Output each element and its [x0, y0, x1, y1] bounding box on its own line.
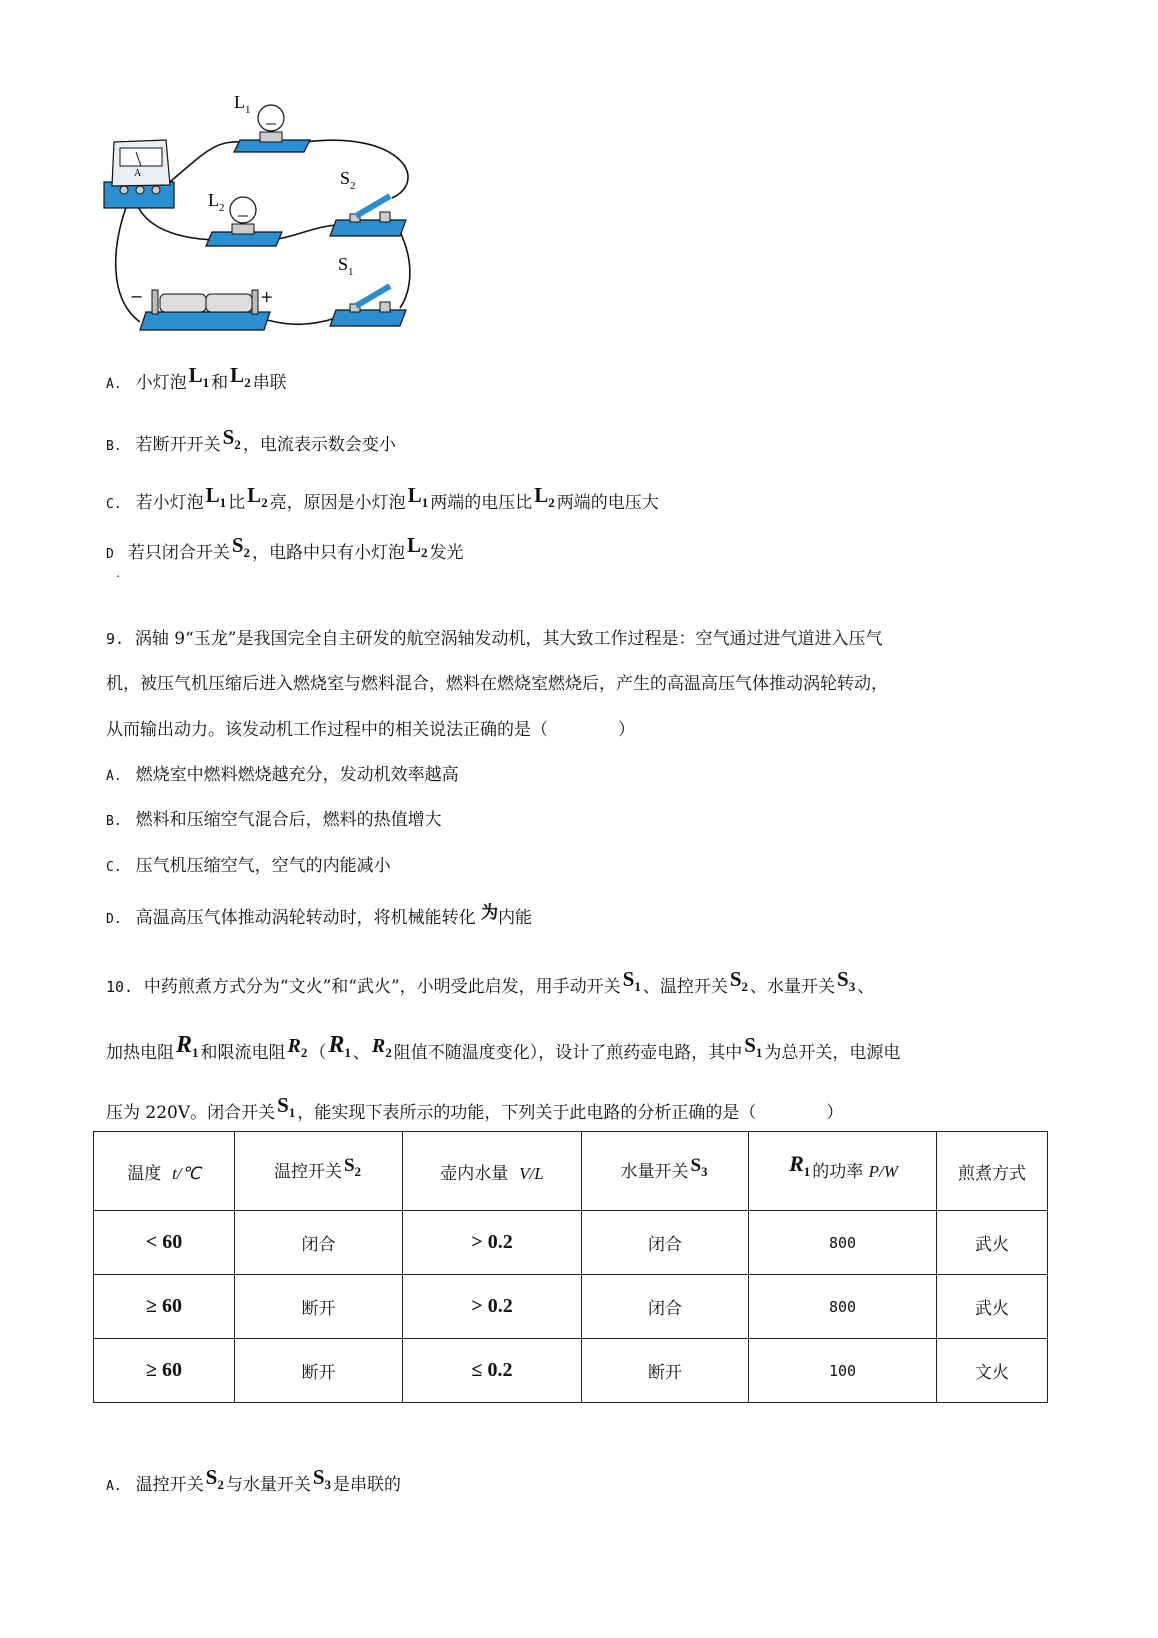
- cell-temp: < 60: [94, 1211, 235, 1275]
- cell-s3: 断开: [582, 1339, 749, 1403]
- q9-option-c[interactable]: C. 压气机压缩空气，空气的内能减小: [106, 856, 391, 876]
- switch-s2-icon: [330, 196, 406, 236]
- q8-option-c[interactable]: C. 若小灯泡$L_1$ 比$L_2$ 亮，原因是小灯泡$L_1$ 两端的电压比$L_2$ 两端的电压大: [106, 483, 659, 513]
- q10-stem-line-2: 加热电阻$R_1$ 和限流电阻 $R_2$ （$R_1$ 、 $R_2$ 阻值不随温度变化），设计了煎药壶电路，其中$S_1$ 为总开关，电源电: [106, 1032, 901, 1063]
- cell-volume: > 0.2: [403, 1275, 582, 1339]
- table-row: [94, 1275, 1048, 1339]
- cell-power: 800: [749, 1211, 937, 1275]
- q10-stem-line-3: 压为 220V。闭合开关$S_1$ ，能实现下表所示的功能，下列关于此电路的分析正确的是（ ）: [106, 1093, 844, 1123]
- stray-dot: .: [116, 566, 120, 580]
- q9-option-d[interactable]: D. 高温高压气体推动涡轮转动时，将机械能转化 为内能: [106, 903, 533, 928]
- battery-plus: +: [260, 287, 274, 306]
- q9-stem-line-1: 9. 涡轴 9“玉龙”是我国完全自主研发的航空涡轴发动机，其大致工作过程是：空气通过进气道进入压气: [106, 629, 883, 649]
- cell-s2: 断开: [235, 1339, 403, 1403]
- cell-s3: 闭合: [582, 1275, 749, 1339]
- q8-option-d[interactable]: D 若只闭合开关$S_2$ ，电路中只有小灯泡$L_2$ 发光: [106, 533, 464, 563]
- q10-option-a[interactable]: A. 温控开关$S_2$ 与水量开关$S_3$ 是串联的: [106, 1465, 402, 1495]
- ammeter-icon: [104, 140, 174, 208]
- table-header-row: [94, 1132, 1048, 1211]
- q8-option-a[interactable]: A. 小灯泡$L_1$ 和$L_2$ 串联: [106, 363, 287, 393]
- q9-option-a[interactable]: A. 燃烧室中燃料燃烧越充分，发动机效率越高: [106, 765, 459, 785]
- q10-stem-line-1: 10. 中药煎煮方式分为“文火”和“武火”，小明受此启发，用手动开关$S_1$ 、温控开关$S_2$ 、水量开关$S_3$ 、: [106, 967, 875, 997]
- table-row: [94, 1339, 1048, 1403]
- cell-s3: 闭合: [582, 1211, 749, 1275]
- cell-s2: 断开: [235, 1275, 403, 1339]
- cell-temp: ≥ 60: [94, 1339, 235, 1403]
- battery-minus: −: [130, 287, 144, 306]
- header-volume: 壶内水量 V/L: [403, 1132, 582, 1211]
- cell-mode: 文火: [937, 1339, 1048, 1403]
- cell-volume: > 0.2: [403, 1211, 582, 1275]
- ammeter-label: A: [134, 168, 142, 179]
- q8-option-b[interactable]: B. 若断开开关$S_2$ ，电流表示数会变小: [106, 425, 396, 455]
- cell-mode: 武火: [937, 1211, 1048, 1275]
- circuit-diagram: [100, 90, 440, 350]
- header-mode: 煎煮方式: [937, 1132, 1048, 1211]
- cell-temp: ≥ 60: [94, 1275, 235, 1339]
- battery-icon: [140, 290, 270, 330]
- table-row: [94, 1211, 1048, 1275]
- header-temp: 温度 t/℃: [94, 1132, 235, 1211]
- q9-stem-line-3: 从而输出动力。该发动机工作过程中的相关说法正确的是（ ）: [106, 720, 635, 740]
- header-s3: 水量开关 $S_3$: [582, 1132, 749, 1211]
- label-l1: $L_1$: [234, 92, 251, 116]
- cell-mode: 武火: [937, 1275, 1048, 1339]
- cell-power: 100: [749, 1339, 937, 1403]
- cell-s2: 闭合: [235, 1211, 403, 1275]
- function-table: [93, 1131, 1048, 1403]
- cell-power: 800: [749, 1275, 937, 1339]
- label-s1: $S_1$: [338, 254, 354, 278]
- label-s2: $S_2$: [340, 168, 356, 192]
- switch-s1-icon: [330, 286, 406, 326]
- header-s2: 温控开关 $S_2$: [235, 1132, 403, 1211]
- q9-option-b[interactable]: B. 燃料和压缩空气混合后，燃料的热值增大: [106, 810, 442, 830]
- cell-volume: ≤ 0.2: [403, 1339, 582, 1403]
- header-power: $R_1$ 的功率 P/W: [749, 1132, 937, 1211]
- q9-stem-line-2: 机，被压气机压缩后进入燃烧室与燃料混合，燃料在燃烧室燃烧后，产生的高温高压气体推动涡轮转动，: [106, 674, 888, 694]
- label-l2: $L_2$: [208, 190, 225, 214]
